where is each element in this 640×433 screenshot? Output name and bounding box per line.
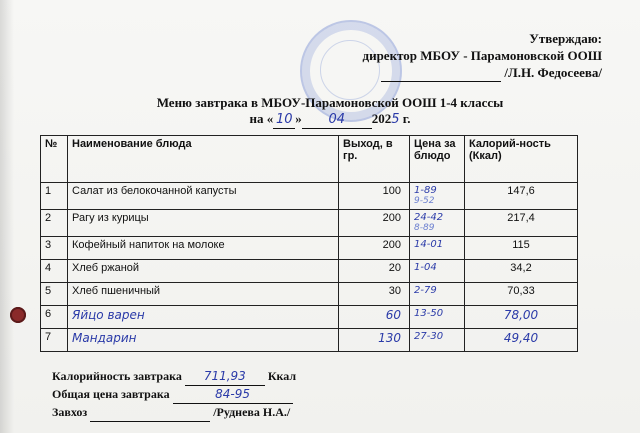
header-name: Наименование блюда — [68, 136, 339, 183]
calories-unit: Ккал — [267, 369, 297, 383]
row-calories: 34,2 — [465, 260, 578, 283]
row-calories: 78,00 — [465, 306, 578, 329]
row-price-main: 1-04 — [414, 262, 437, 273]
row-price-main: 13-50 — [414, 308, 444, 319]
row-no: 4 — [41, 260, 68, 283]
table-row — [41, 237, 578, 260]
row-price-secondary: 9-52 — [414, 196, 435, 206]
row-price-main: 1-89 — [414, 185, 437, 196]
row-output: 60 — [339, 306, 410, 329]
row-name: Яйцо варен — [68, 306, 339, 329]
row-name: Хлеб ржаной — [68, 260, 339, 283]
date-year-digit: 5 — [391, 112, 400, 127]
signature-underline — [381, 64, 501, 82]
row-output: 200 — [339, 237, 410, 260]
table-row — [41, 260, 578, 283]
header-price: Цена за блюдо — [410, 136, 465, 183]
date-sep: » — [295, 111, 302, 126]
row-name: Рагу из курицы — [68, 210, 339, 237]
row-no: 3 — [41, 237, 68, 260]
scan-shadow — [0, 0, 14, 433]
table-row — [41, 306, 578, 329]
table-row — [41, 210, 578, 237]
row-calories: 49,40 — [465, 329, 578, 352]
row-no: 1 — [41, 183, 68, 210]
row-price-main: 14-01 — [414, 239, 444, 250]
calories-summary — [52, 368, 296, 386]
row-price — [410, 183, 465, 210]
row-output: 100 — [339, 183, 410, 210]
row-name: Салат из белокочанной капусты — [68, 183, 339, 210]
row-no: 5 — [41, 283, 68, 306]
date-year-prefix: 202 — [371, 111, 392, 126]
menu-heading — [120, 95, 540, 129]
punch-hole — [10, 307, 26, 323]
row-output: 130 — [339, 329, 410, 352]
manager-label: Завхоз — [52, 405, 88, 419]
header-calories: Калорий-ность (Ккал) — [465, 136, 578, 183]
row-no: 2 — [41, 210, 68, 237]
table-row — [41, 329, 578, 352]
row-price-main: 27-30 — [414, 331, 444, 342]
date-month: 04 — [302, 112, 372, 129]
menu-date — [120, 111, 540, 129]
price-value: 84-95 — [173, 386, 293, 404]
row-output: 30 — [339, 283, 410, 306]
table-row — [41, 183, 578, 210]
approval-signature-line — [363, 64, 602, 82]
date-prefix: на « — [249, 111, 274, 126]
row-name: Мандарин — [68, 329, 339, 352]
menu-table — [40, 135, 578, 352]
row-price-secondary: 8-89 — [414, 223, 435, 233]
price-summary — [52, 386, 296, 404]
row-name: Кофейный напиток на молоке — [68, 237, 339, 260]
manager-name: /Руднева Н.А./ — [213, 405, 291, 419]
row-price — [410, 283, 465, 306]
table-body — [41, 183, 578, 352]
manager-signature-line — [90, 404, 210, 422]
row-price — [410, 306, 465, 329]
summary-block — [52, 368, 296, 422]
header-output: Выход, в гр. — [339, 136, 410, 183]
calories-value: 711,93 — [185, 368, 265, 386]
row-price-main: 24-42 — [414, 212, 444, 223]
row-calories: 115 — [465, 237, 578, 260]
menu-title: Меню завтрака в МБОУ-Парамоновской ООШ 1-4 классы — [156, 95, 504, 110]
row-price — [410, 237, 465, 260]
approval-position: директор МБОУ - Парамоновской ООШ — [362, 48, 602, 63]
row-price — [410, 210, 465, 237]
table-header-row — [41, 136, 578, 183]
row-calories: 217,4 — [465, 210, 578, 237]
calories-label: Калорийность завтрака — [52, 369, 182, 383]
date-year-suffix: г. — [402, 111, 411, 126]
approval-block — [363, 30, 602, 82]
approval-title: Утверждаю: — [529, 31, 602, 46]
row-name: Хлеб пшеничный — [68, 283, 339, 306]
row-price — [410, 260, 465, 283]
manager-signature — [52, 404, 296, 422]
row-output: 200 — [339, 210, 410, 237]
row-price — [410, 329, 465, 352]
header-no: № — [41, 136, 68, 183]
approval-signature-name: /Л.Н. Федосеева/ — [504, 65, 602, 80]
row-price-main: 2-79 — [414, 285, 437, 296]
table-row — [41, 283, 578, 306]
price-label: Общая цена завтрака — [52, 387, 170, 401]
row-no: 7 — [41, 329, 68, 352]
date-day: 10 — [273, 112, 295, 129]
row-no: 6 — [41, 306, 68, 329]
row-calories: 147,6 — [465, 183, 578, 210]
row-calories: 70,33 — [465, 283, 578, 306]
row-output: 20 — [339, 260, 410, 283]
